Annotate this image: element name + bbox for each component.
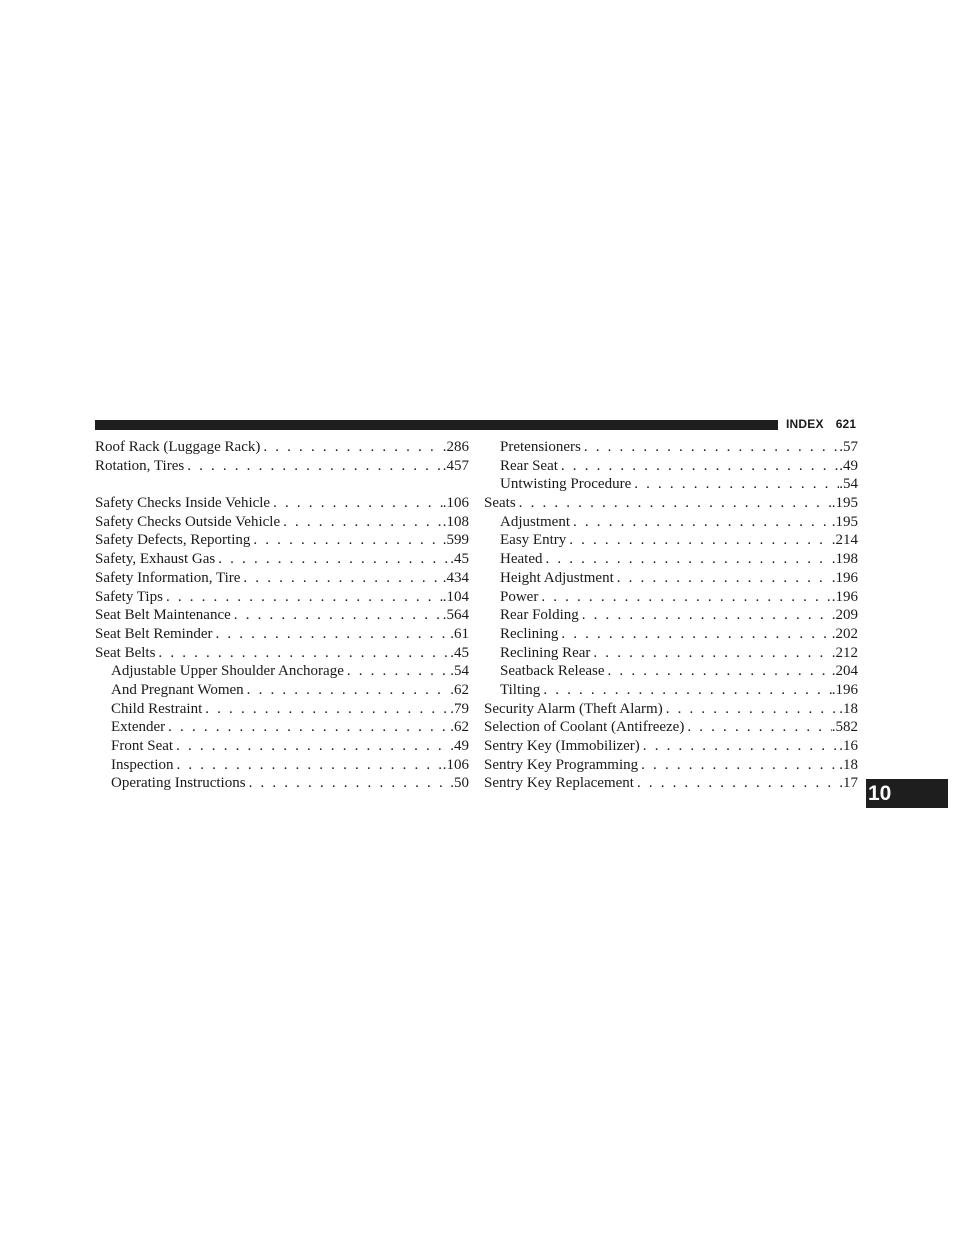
index-term: Sentry Key Programming bbox=[484, 756, 639, 773]
index-page-ref[interactable]: .18 bbox=[839, 756, 858, 773]
index-term: Reclining Rear bbox=[500, 644, 591, 661]
dot-leader bbox=[516, 494, 832, 513]
index-term: Seat Belts bbox=[95, 644, 156, 661]
index-page-ref[interactable]: .106 bbox=[442, 756, 469, 773]
index-subentry[interactable] bbox=[484, 588, 858, 607]
index-term: Security Alarm (Theft Alarm) bbox=[484, 700, 663, 717]
index-page-ref[interactable]: .564 bbox=[442, 607, 469, 624]
index-page-ref[interactable]: .214 bbox=[831, 532, 858, 549]
index-subentry[interactable] bbox=[484, 606, 858, 625]
index-entry[interactable] bbox=[484, 737, 858, 756]
dot-leader bbox=[558, 457, 839, 476]
index-term: Tilting bbox=[500, 681, 541, 698]
dot-leader bbox=[581, 438, 839, 457]
dot-leader bbox=[614, 569, 832, 588]
index-term: Seatback Release bbox=[500, 663, 605, 680]
index-subentry[interactable] bbox=[484, 681, 858, 700]
index-subentry[interactable] bbox=[484, 569, 858, 588]
index-subentry[interactable] bbox=[484, 625, 858, 644]
dot-leader bbox=[215, 550, 450, 569]
index-page-ref[interactable]: .17 bbox=[839, 775, 858, 792]
index-term: Seat Belt Reminder bbox=[95, 625, 213, 642]
index-entry[interactable] bbox=[95, 513, 469, 532]
index-term: Extender bbox=[111, 719, 166, 736]
index-term: Front Seat bbox=[111, 738, 174, 754]
index-page-ref[interactable]: .108 bbox=[442, 513, 469, 530]
index-entry[interactable] bbox=[95, 625, 469, 644]
index-entry[interactable] bbox=[484, 774, 858, 793]
index-term: Selection of Coolant (Antifreeze) bbox=[484, 719, 685, 736]
index-spacer bbox=[95, 475, 469, 494]
index-page-ref[interactable]: .599 bbox=[442, 532, 469, 549]
index-term: And Pregnant Women bbox=[111, 681, 244, 698]
index-term: Easy Entry bbox=[500, 532, 567, 549]
index-term: Rear Folding bbox=[500, 607, 579, 624]
dot-leader bbox=[246, 774, 451, 793]
index-page-ref[interactable]: .196 bbox=[831, 588, 858, 605]
index-subentry[interactable] bbox=[484, 531, 858, 550]
index-page-ref[interactable]: .457 bbox=[442, 457, 469, 474]
index-page-ref[interactable]: .61 bbox=[450, 625, 469, 642]
index-subentry[interactable] bbox=[95, 718, 469, 737]
dot-leader bbox=[212, 625, 450, 644]
index-column-right bbox=[484, 438, 858, 793]
index-page-ref[interactable]: .104 bbox=[442, 588, 469, 605]
index-term: Power bbox=[500, 588, 539, 605]
running-header bbox=[786, 417, 856, 431]
index-subentry[interactable] bbox=[484, 550, 858, 569]
dot-leader bbox=[165, 718, 450, 737]
dot-leader bbox=[155, 644, 450, 663]
index-page-ref[interactable]: .45 bbox=[450, 551, 469, 568]
dot-leader bbox=[590, 644, 831, 663]
index-term: Untwisting Procedure bbox=[500, 476, 632, 493]
dot-leader bbox=[570, 513, 832, 532]
dot-leader bbox=[280, 513, 443, 532]
index-entry[interactable] bbox=[484, 756, 858, 775]
index-subentry[interactable] bbox=[484, 475, 858, 494]
dot-leader bbox=[202, 700, 450, 719]
index-page-ref[interactable]: .50 bbox=[450, 775, 469, 792]
index-subentry[interactable] bbox=[484, 662, 858, 681]
index-page-ref[interactable]: .195 bbox=[831, 513, 858, 530]
index-entry[interactable] bbox=[95, 644, 469, 663]
index-page-ref[interactable]: .106 bbox=[442, 495, 469, 512]
index-term: Inspection bbox=[111, 756, 174, 773]
page-number: 621 bbox=[835, 417, 857, 431]
index-subentry[interactable] bbox=[95, 756, 469, 775]
dot-leader bbox=[540, 681, 831, 700]
index-subentry[interactable] bbox=[95, 774, 469, 793]
dot-leader bbox=[663, 700, 840, 719]
index-page-ref[interactable]: .196 bbox=[831, 681, 858, 698]
index-term: Adjustable Upper Shoulder Anchorage bbox=[111, 663, 344, 680]
index-subentry[interactable] bbox=[484, 513, 858, 532]
index-term: Rotation, Tires bbox=[95, 457, 185, 474]
index-page-ref[interactable]: .18 bbox=[839, 700, 858, 717]
index-page-ref[interactable]: .16 bbox=[839, 738, 858, 754]
index-page-ref[interactable]: .62 bbox=[450, 719, 469, 736]
dot-leader bbox=[638, 756, 839, 775]
index-term: Rear Seat bbox=[500, 457, 558, 474]
dot-leader bbox=[542, 550, 831, 569]
index-term: Sentry Key (Immobilizer) bbox=[484, 738, 640, 754]
index-entry[interactable] bbox=[95, 550, 469, 569]
dot-leader bbox=[634, 774, 839, 793]
index-term: Operating Instructions bbox=[111, 775, 246, 792]
index-subentry[interactable] bbox=[484, 457, 858, 476]
index-term: Safety Checks Inside Vehicle bbox=[95, 495, 271, 512]
dot-leader bbox=[640, 737, 839, 756]
index-term: Sentry Key Replacement bbox=[484, 775, 634, 792]
index-term: Heated bbox=[500, 551, 543, 568]
index-term: Seat Belt Maintenance bbox=[95, 607, 231, 624]
dot-leader bbox=[631, 475, 839, 494]
index-page-ref[interactable]: .79 bbox=[450, 700, 469, 717]
dot-leader bbox=[173, 756, 442, 775]
index-page-ref[interactable]: .434 bbox=[442, 569, 469, 586]
index-entry[interactable] bbox=[95, 494, 469, 513]
index-page-ref[interactable]: .195 bbox=[831, 495, 858, 512]
index-column-left bbox=[95, 438, 469, 793]
dot-leader bbox=[344, 662, 450, 681]
index-entry[interactable] bbox=[95, 531, 469, 550]
header-rule bbox=[95, 420, 778, 430]
index-term: Child Restraint bbox=[111, 700, 203, 717]
dot-leader bbox=[240, 569, 442, 588]
index-term: Roof Rack (Luggage Rack) bbox=[95, 439, 261, 455]
index-entry[interactable] bbox=[95, 588, 469, 607]
chapter-tab[interactable]: 10 bbox=[866, 779, 948, 808]
index-page-ref[interactable]: .209 bbox=[831, 607, 858, 624]
index-term: Pretensioners bbox=[500, 439, 581, 455]
index-term: Safety, Exhaust Gas bbox=[95, 551, 216, 568]
index-entry[interactable] bbox=[95, 438, 469, 457]
index-subentry[interactable] bbox=[95, 737, 469, 756]
index-page-ref[interactable]: .202 bbox=[831, 625, 858, 642]
index-page-ref[interactable]: .196 bbox=[831, 569, 858, 586]
index-term: Adjustment bbox=[500, 513, 570, 530]
dot-leader bbox=[566, 531, 832, 550]
dot-leader bbox=[260, 438, 442, 457]
dot-leader bbox=[538, 588, 831, 607]
index-entry[interactable] bbox=[95, 569, 469, 588]
index-page-ref[interactable]: .62 bbox=[450, 681, 469, 698]
index-term: Height Adjustment bbox=[500, 569, 614, 586]
index-entry[interactable] bbox=[484, 494, 858, 513]
dot-leader bbox=[184, 457, 443, 476]
index-page-ref[interactable]: .45 bbox=[450, 644, 469, 661]
section-title: INDEX bbox=[786, 417, 824, 431]
index-page-ref[interactable]: .49 bbox=[839, 457, 858, 474]
index-page-ref[interactable]: .198 bbox=[831, 551, 858, 568]
index-page-ref[interactable]: .49 bbox=[450, 738, 469, 754]
index-term: Seats bbox=[484, 495, 516, 512]
index-subentry[interactable] bbox=[95, 700, 469, 719]
dot-leader bbox=[163, 588, 443, 607]
index-subentry[interactable] bbox=[484, 438, 858, 457]
dot-leader bbox=[173, 737, 450, 756]
index-entry[interactable] bbox=[95, 457, 469, 476]
index-page-ref[interactable]: .54 bbox=[450, 663, 469, 680]
index-page-ref[interactable]: .54 bbox=[839, 476, 858, 493]
index-subentry[interactable] bbox=[95, 662, 469, 681]
dot-leader bbox=[605, 662, 832, 681]
index-term: Safety Checks Outside Vehicle bbox=[95, 513, 281, 530]
index-term: Reclining bbox=[500, 625, 559, 642]
index-page-ref[interactable]: .57 bbox=[839, 439, 858, 455]
index-term: Safety Defects, Reporting bbox=[95, 532, 251, 549]
dot-leader bbox=[244, 681, 451, 700]
index-page-ref[interactable]: .204 bbox=[831, 663, 858, 680]
dot-leader bbox=[684, 718, 831, 737]
index-subentry[interactable] bbox=[95, 681, 469, 700]
index-term: Safety Tips bbox=[95, 588, 163, 605]
dot-leader bbox=[231, 606, 443, 625]
dot-leader bbox=[558, 625, 831, 644]
index-entry[interactable] bbox=[95, 606, 469, 625]
index-entry[interactable] bbox=[484, 718, 858, 737]
index-page-ref[interactable]: .582 bbox=[831, 719, 858, 736]
dot-leader bbox=[270, 494, 443, 513]
index-term: Safety Information, Tire bbox=[95, 569, 241, 586]
dot-leader bbox=[579, 606, 832, 625]
index-page-ref[interactable]: .212 bbox=[831, 644, 858, 661]
index-page-ref[interactable]: .286 bbox=[442, 439, 469, 455]
dot-leader bbox=[250, 531, 442, 550]
index-entry[interactable] bbox=[484, 700, 858, 719]
index-subentry[interactable] bbox=[484, 644, 858, 663]
